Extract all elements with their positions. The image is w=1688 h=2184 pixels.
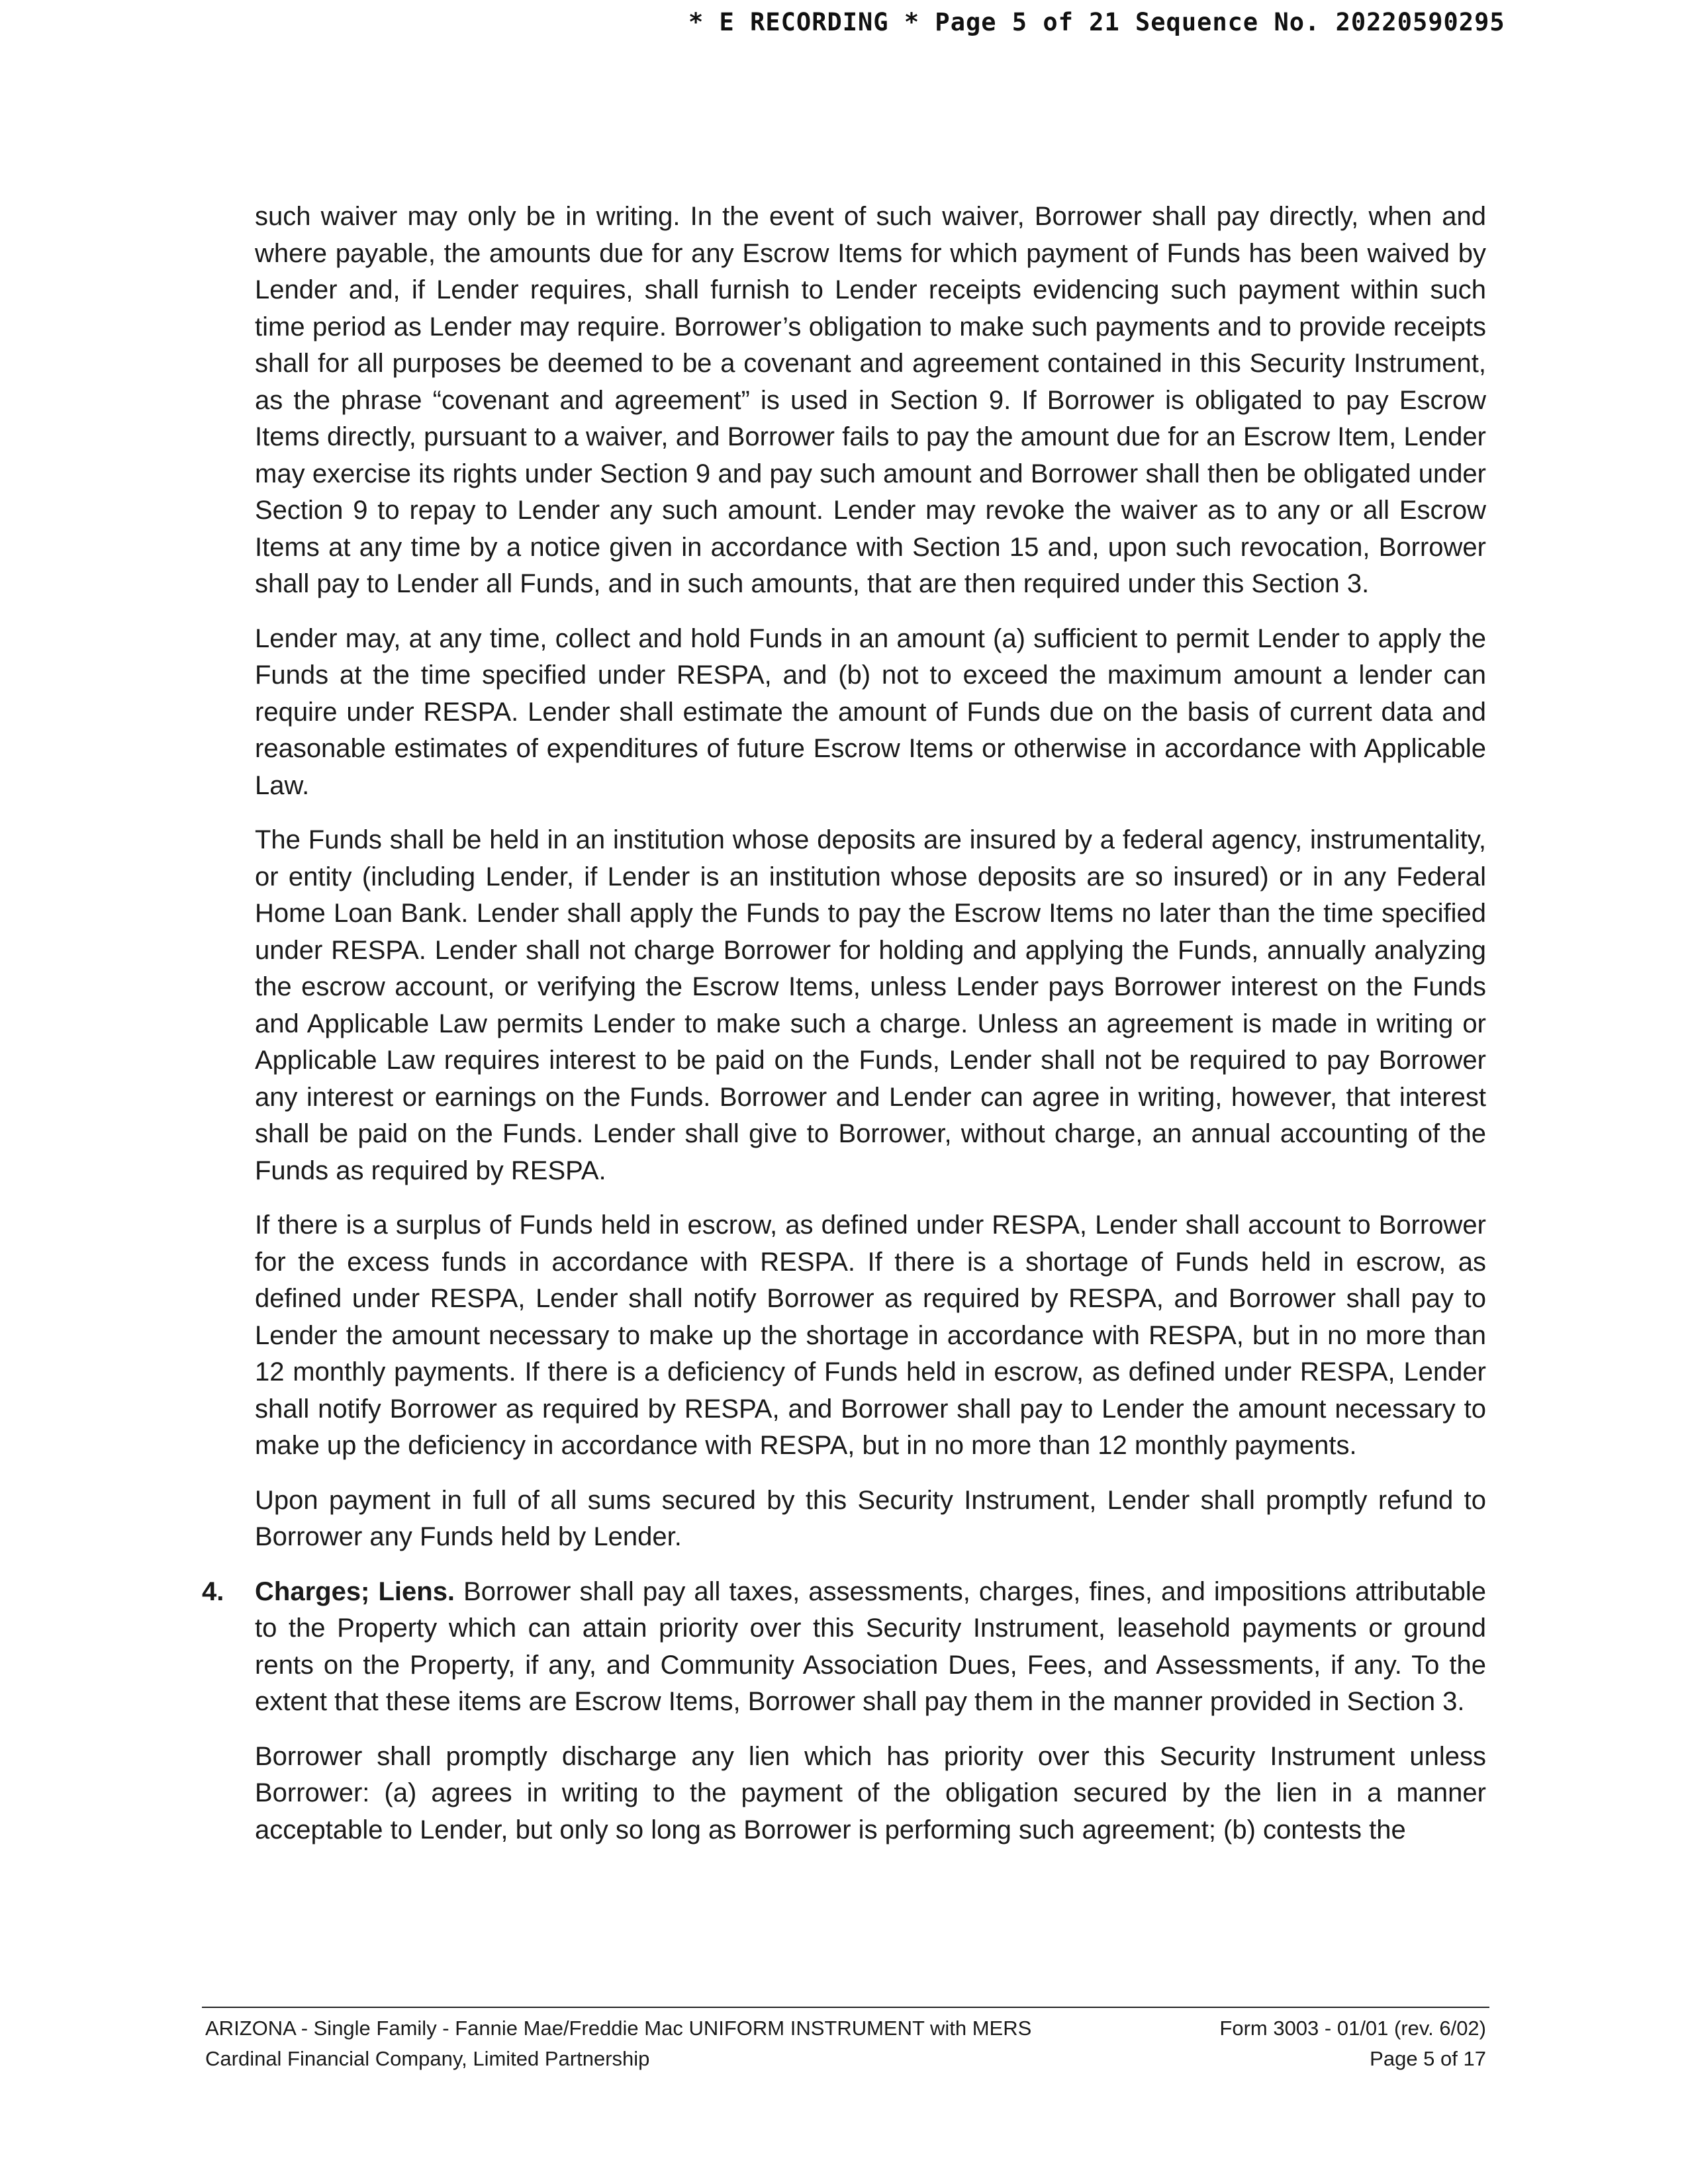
- paragraph-discharge-lien: Borrower shall promptly discharge any lien which has priority over this Security Instrument unless Borrower: (a) agrees in writing to the payment of the obligation secured by the lien in a manner acceptable to Lender, but only so long as Borrower is performing such agreement; (b) contests the: [255, 1741, 1486, 1844]
- paragraph-collect-funds: Lender may, at any time, collect and hold Funds in an amount (a) sufficient to permit Lender to apply the Funds at the time specified under RESPA, and (b) not to exceed the maximum amount a lender can require under RESPA. Lender shall estimate the amount of Funds due on the basis of current data and reasonable estimates of expenditures of future Escrow Items or otherwise in accordance with Applicable Law.: [255, 623, 1486, 800]
- recording-stamp: * E RECORDING * Page 5 of 21 Sequence No. 20220590295: [688, 8, 1505, 36]
- footer-company: Cardinal Financial Company, Limited Partnership: [205, 2047, 650, 2070]
- footer-form-number: Form 3003 - 01/01 (rev. 6/02): [1219, 2017, 1486, 2040]
- paragraph-refund: Upon payment in full of all sums secured by this Security Instrument, Lender shall promptly refund to Borrower any Funds held by Lender.: [255, 1485, 1486, 1551]
- footer-form-title: ARIZONA - Single Family - Fannie Mae/Freddie Mac UNIFORM INSTRUMENT with MERS: [205, 2017, 1032, 2040]
- section-number: 4.: [202, 1576, 224, 1606]
- footer-page-number: Page 5 of 17: [1370, 2047, 1486, 2070]
- footer-divider: [202, 2007, 1489, 2008]
- document-body: [202, 199, 1486, 1866]
- section-4-charges-liens: [202, 1574, 1486, 1721]
- paragraph-funds-held: The Funds shall be held in an institution whose deposits are insured by a federal agency, instrumentality, or entity (including Lender, if Lender is an institution whose deposits are so insured) or in any Federal Home Loan Bank. Lender shall apply the Funds to pay the Escrow Items no later than the time specified under RESPA. Lender shall not charge Borrower for holding and applying the Funds, annually analyzing the escrow account, or verifying the Escrow Items, unless Lender pays Borrower interest on the Funds and Applicable Law permits Lender to make such a charge. Unless an agreement is made in writing or Applicable Law requires interest to be paid on the Funds, Lender shall not be required to pay Borrower any interest or earnings on the Funds. Borrower and Lender can agree in writing, however, that interest shall be paid on the Funds. Lender shall give to Borrower, without charge, an annual accounting of the Funds as required by RESPA.: [255, 825, 1486, 1185]
- section-heading: Charges; Liens.: [255, 1576, 455, 1606]
- paragraph-escrow-waiver: such waiver may only be in writing. In the event of such waiver, Borrower shall pay directly, when and where payable, the amounts due for any Escrow Items for which payment of Funds has been waived by Lender and, if Lender requires, shall furnish to Lender receipts evidencing such payment within such time period as Lender may require. Borrower’s obligation to make such payments and to provide receipts shall for all purposes be deemed to be a covenant and agreement contained in this Security Instrument, as the phrase “covenant and agreement” is used in Section 9. If Borrower is obligated to pay Escrow Items directly, pursuant to a waiver, and Borrower fails to pay the amount due for an Escrow Item, Lender may exercise its rights under Section 9 and pay such amount and Borrower shall then be obligated under Section 9 to repay to Lender any such amount. Lender may revoke the waiver as to any or all Escrow Items at any time by a notice given in accordance with Section 15 and, upon such revocation, Borrower shall pay to Lender all Funds, and in such amounts, that are then required under this Section 3.: [255, 202, 1486, 598]
- section-text: Borrower shall pay all taxes, assessments, charges, fines, and impositions attributable to the Property which can attain priority over this Security Instrument, leasehold payments or ground rents on the Property, if any, and Community Association Dues, Fees, and Assessments, if any. To the extent that these items are Escrow Items, Borrower shall pay them in the manner provided in Section 3.: [255, 1576, 1486, 1716]
- paragraph-surplus-shortage: If there is a surplus of Funds held in escrow, as defined under RESPA, Lender shall account to Borrower for the excess funds in accordance with RESPA. If there is a shortage of Funds held in escrow, as defined under RESPA, Lender shall notify Borrower as required by RESPA, and Borrower shall pay to Lender the amount necessary to make up the shortage in accordance with RESPA, but in no more than 12 monthly payments. If there is a deficiency of Funds held in escrow, as defined under RESPA, Lender shall notify Borrower as required by RESPA, and Borrower shall pay to Lender the amount necessary to make up the deficiency in accordance with RESPA, but in no more than 12 monthly payments.: [255, 1210, 1486, 1460]
